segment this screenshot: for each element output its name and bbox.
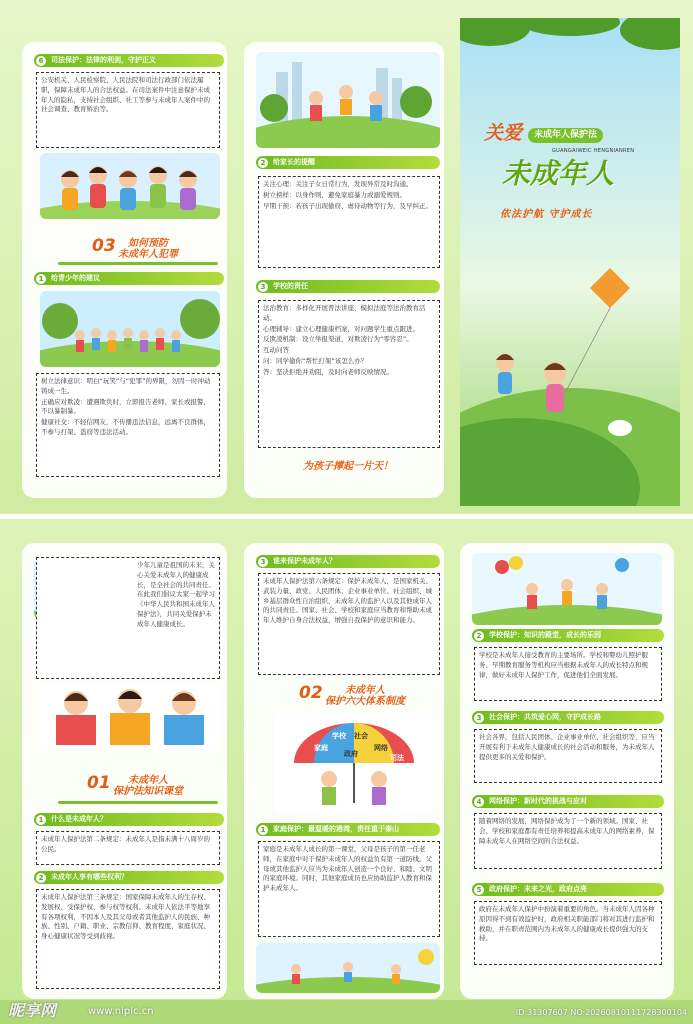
- question-3-answer: 未成年人保护法第六条规定：保护未成年人，是国家机关、武装力量、政党、人民团体、企业事业单位、社会组织、城乡基层群众性自治组织、未成年人的监护人以及其他成年人的共同责任。国家、社会、学校和家庭应当教育和帮助未成年人维护自身合法权益，增强自我保护的意识和能力。: [263, 577, 432, 624]
- heading-line-1: 未成年人: [127, 774, 168, 786]
- heading-text: [113, 775, 183, 798]
- network-protection-text: 随着网络的发展，网络保护成为了一个新的领域。国家、社会、学校和家庭都有责任培养和提高未成年人的网络素养，保障未成年人在网络空间的合法权益。: [479, 817, 655, 845]
- cover-title: 未成年人: [502, 157, 615, 190]
- judicial-text: 公安机关、人民检察院、人民法院和司法行政部门依法履职，保障未成年人的合法权益。在司法案件中注意保护未成年人的隐私，支持社会组织、社工等参与未成年人案件中的社会调查、教育矫治等。: [41, 76, 210, 114]
- network-protection-header: [472, 795, 664, 808]
- heading-law-class: [50, 771, 220, 798]
- umbrella-label: 网络: [374, 744, 388, 752]
- section-title: 谁来保护未成年人？: [273, 557, 336, 565]
- question-1-box: [36, 831, 220, 865]
- family-protection-text: 家庭是未成年人成长的第一课堂，父母是孩子的第一任老师，在家庭中对于保护未成年人的权益负有第一道防线。父母或其他监护人应当为未成年人创造一个良好、和睦、文明的家庭环境。同时，其他家庭成员也应协助监护人教育和保护未成年人。: [263, 845, 432, 892]
- family-protection-box: [258, 841, 440, 937]
- qa-heading: 互动问答: [263, 346, 289, 354]
- section-number: 2: [36, 873, 46, 883]
- parents-paragraph: 树立榜样：以身作则，避免家庭暴力或溺爱规则。: [263, 190, 406, 199]
- heading-number: 02: [299, 683, 323, 703]
- section-number: 5: [474, 885, 484, 895]
- heading-prevent-crime: [50, 234, 220, 261]
- brochure-inside: [0, 519, 693, 1024]
- heading-line-1: 未成年人: [344, 684, 385, 696]
- advice-paragraph: 健康社交：不轻信网友，不传播违法信息，远离不良群体，不参与打架、盗窃等违法活动。: [41, 418, 210, 436]
- umbrella-label: 社会: [354, 732, 368, 740]
- government-protection-text: 政府在未成年人保护中扮演着重要的角色。当未成年人因各种原因得不到有效监护时，政府相关职能部门将对其进行监护和救助，并在职责范围内为未成年人的健康成长提供强大的支持。: [479, 905, 655, 943]
- question-2-box: [36, 889, 220, 989]
- school-paragraph: 心理辅导：建立心理健康档案，对问题学生重点跟进。: [263, 324, 419, 333]
- section-number: 1: [258, 825, 268, 835]
- section-title: 学校的责任: [273, 282, 308, 290]
- government-protection-header: [472, 883, 664, 896]
- school-protection-text: 学校是未成年人接受教育的主要场所。学校和婴幼儿照护服务、早期教育服务等机构应当根据未成年人的成长特点和规律，做好未成年人保护工作，促进他们全面发展。: [479, 651, 648, 679]
- section-number: 6: [36, 56, 46, 66]
- heading-six-systems: [264, 681, 440, 708]
- balloon-kids-illustration: [472, 553, 662, 625]
- umbrella-label: 司法: [390, 754, 404, 762]
- intro-text-box: [36, 557, 220, 679]
- kids-in-park-illustration: [40, 291, 220, 367]
- section-youth-advice-header: [34, 272, 224, 285]
- network-protection-box: [474, 813, 662, 869]
- school-protection-header: [472, 629, 664, 642]
- section-title: 给青少年的建议: [51, 274, 100, 282]
- heading-line-2: 保护法知识课堂: [112, 786, 183, 797]
- umbrella-label: 家庭: [314, 744, 328, 752]
- school-paragraph: 反欺凌机制：设立举报渠道，对欺凌行为“零容忍”。: [263, 335, 413, 344]
- question-2-answer: 未成年人保护法第三条规定：国家保障未成年人的生存权、发展权、受保护权、参与权等权利。未成年人依法平等地享有各项权利，不因本人及其父母或者其他监护人的民族、种族、性别、户籍、职业、宗教信仰、教育程度、家庭状况、身心健康状况等受到歧视。: [41, 893, 210, 940]
- question-1-header: [34, 813, 224, 826]
- reading-kids-illustration: [40, 685, 220, 751]
- section-number: 3: [258, 557, 268, 567]
- section-judicial-header: [34, 54, 224, 67]
- intro-text: 少年儿童是祖国的未来，关心关爱未成年人的健康成长，是全社会的共同责任。在此我们倡议大家一起学习《中华人民共和国未成年人保护法》，共同关爱保护未成年人健康成长。: [137, 561, 215, 628]
- cover-pinyin: GUANGAIWEIC HENGNIANREN: [552, 148, 635, 154]
- qa-question: 问：同学偷你“帮忙打架”该怎么办？: [263, 356, 368, 365]
- watermark-id: ID:31307607 NO:20260810111728300104: [515, 1008, 687, 1018]
- panel-2-slogan: 为孩子撑起一片天！: [303, 461, 393, 472]
- youth-advice-box: [36, 373, 220, 477]
- parents-paragraph: 关注心理：关注子女日常行为，发现异常及时沟通。: [263, 180, 413, 188]
- section-title: 司法保护：法律的利剑，守护正义: [51, 56, 156, 64]
- section-title: 社会保护：共筑爱心网，守护成长路: [489, 713, 601, 721]
- question-3-box: [258, 573, 440, 675]
- heading-line-1: 如何预防: [127, 237, 168, 249]
- parents-paragraph: 早期干预：若孩子出现偷窃、虐待动物等行为，及早纠正。: [263, 201, 432, 210]
- watermark-site: 昵享网: [8, 1000, 57, 1020]
- society-protection-box: [474, 729, 662, 783]
- section-number: 4: [474, 797, 484, 807]
- question-2-header: [34, 871, 224, 884]
- section-title: 什么是未成年人？: [51, 815, 107, 823]
- parents-text-box: [258, 176, 440, 268]
- watermark-url: www.nipic.cn: [88, 1005, 154, 1017]
- kids-cheering-illustration: [40, 153, 220, 219]
- cover-panel: [460, 18, 680, 506]
- family-protection-header: [256, 823, 440, 836]
- section-parents-header: [256, 156, 440, 169]
- section-school-header: [256, 280, 440, 293]
- advice-paragraph: 正确应对欺凌：遭遇欺负时，立即报告老师、家长或报警，不以暴制暴。: [41, 397, 210, 416]
- section-title: 网络保护：新时代的挑战与应对: [489, 797, 587, 805]
- heading-text: [325, 685, 405, 708]
- umbrella-illustration: [274, 713, 434, 813]
- heading-underline: [58, 262, 218, 265]
- section-number: 3: [474, 713, 484, 723]
- heading-line-2: 保护六大体系制度: [324, 696, 405, 707]
- heading-number: 03: [92, 236, 116, 256]
- section-number: 2: [474, 631, 484, 641]
- society-protection-header: [472, 711, 664, 724]
- question-3-header: [256, 555, 440, 568]
- section-title: 未成年人享有哪些权利？: [51, 873, 128, 881]
- school-protection-box: [474, 647, 662, 701]
- city-kids-illustration: [256, 52, 440, 148]
- government-protection-box: [474, 901, 662, 965]
- judicial-text-box: [36, 72, 220, 148]
- section-title: 家庭保护：最温暖的港湾，责任重于泰山: [273, 825, 399, 833]
- heading-text: [118, 238, 178, 261]
- section-number: 1: [36, 815, 46, 825]
- cover-slogan: 依法护航 守护成长: [500, 209, 593, 220]
- heading-underline: [58, 801, 218, 804]
- school-text-box: [258, 300, 440, 448]
- section-number: 2: [258, 158, 268, 168]
- qa-answer: 答：坚决拒绝并劝阻，及时向老师反映情况。: [263, 367, 393, 376]
- heading-line-2: 未成年人犯罪: [117, 249, 178, 260]
- cover-law-badge: 未成年人保护法: [528, 128, 603, 143]
- question-1-answer: 未成年人保护法第二条规定：未成年人是指未满十八周岁的公民。: [41, 835, 210, 853]
- society-protection-text: 社会各界，包括人民团体、企业事业单位、社会组织等，应当开展有利于未成年人健康成长的社会活动和服务，为未成年人提供更多的关爱和保护。: [479, 733, 655, 761]
- section-number: 3: [258, 282, 268, 292]
- section-title: 学校保护：知识的殿堂，成长的乐园: [489, 631, 601, 639]
- section-title: 政府保护：未来之光，政府点亮: [489, 885, 587, 893]
- umbrella-label: 政府: [344, 750, 358, 758]
- playground-illustration: [256, 943, 440, 993]
- section-number: 1: [36, 274, 46, 284]
- cover-guanai: 关爱: [484, 122, 523, 144]
- section-title: 给家长的提醒: [273, 158, 315, 166]
- heading-number: 01: [87, 773, 111, 793]
- advice-paragraph: 树立法律意识：明白“玩笑”与“犯罪”的界限，勿因一时冲动铸成一生。: [41, 377, 211, 395]
- school-paragraph: 法治教育：多样化开展普法讲座、模拟法庭等法治教育活动。: [263, 304, 426, 322]
- umbrella-label: 学校: [332, 732, 346, 740]
